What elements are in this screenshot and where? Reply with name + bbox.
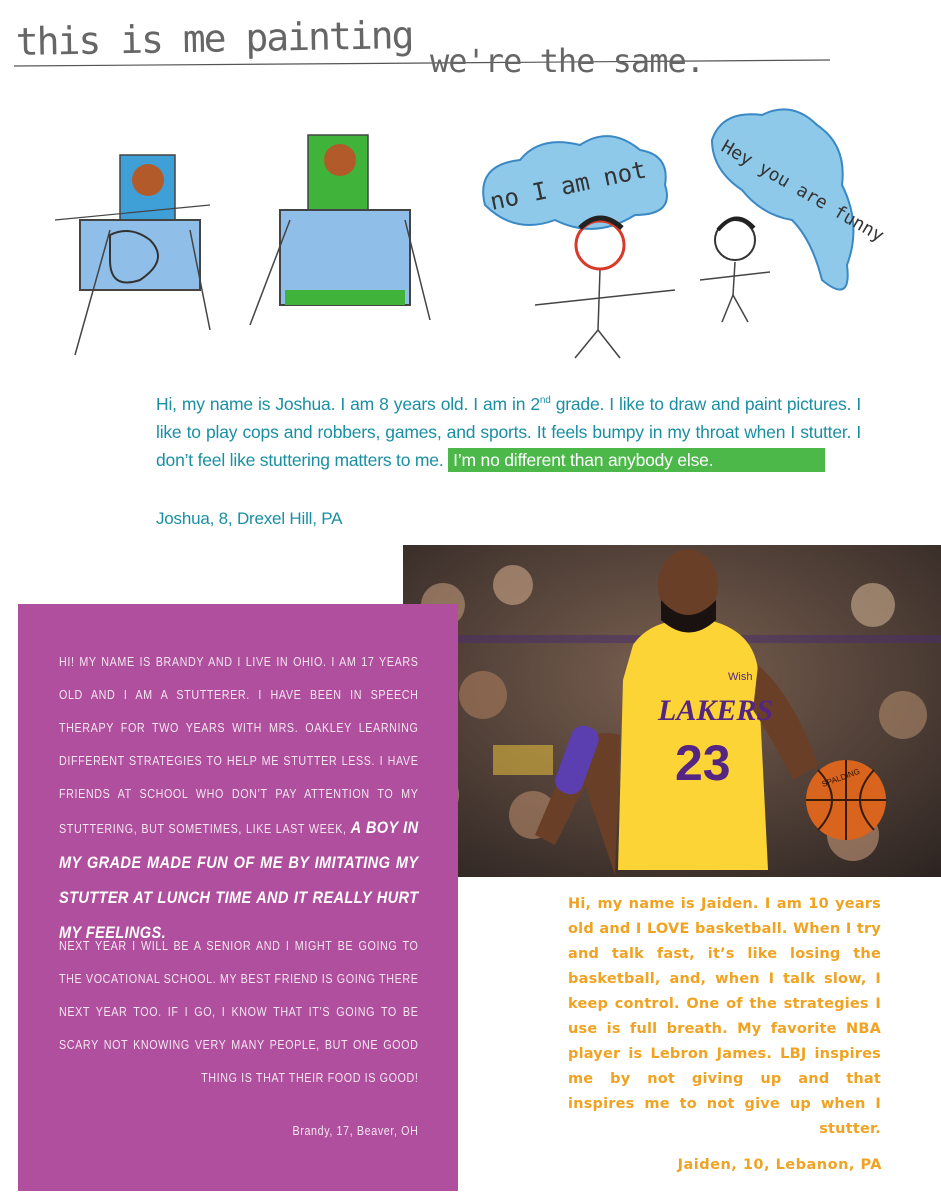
- easel-right: [250, 135, 430, 325]
- joshua-story: [156, 390, 861, 474]
- child-drawing: [0, 0, 941, 380]
- speech-right: Hey you are funny: [717, 136, 888, 247]
- jersey-number: 23: [675, 735, 731, 791]
- brandy-story-box: [18, 604, 458, 1191]
- easel-left: [55, 155, 210, 355]
- brandy-p1-text: HI! MY NAME IS BRANDY AND I LIVE IN OHIO. I AM 17 YEARS OLD AND I AM A STUTTERER. I HAVE BEEN IN SPEECH THERAPY FOR TWO YEARS WITH MRS. OAKLEY LEARNING DIFFERENT STRATEGIES TO HELP ME STUTTER LESS. I HAVE FRIENDS AT SCHOOL WHO DON’T PAY ATTENTION TO MY STUTTERING, BUT SOMETIMES, LIKE LAST WEEK,: [59, 655, 419, 836]
- jaiden-signature: Jaiden, 10, Lebanon, PA: [677, 1157, 882, 1173]
- speech-left: no I am not: [487, 155, 649, 216]
- brandy-signature: Brandy, 17, Beaver, OH: [292, 1124, 418, 1138]
- drawing-caption-right: we're the same.: [430, 42, 704, 80]
- drawing-caption-left: this is me painting: [15, 13, 413, 64]
- child-figure-right: [700, 109, 888, 322]
- joshua-text-part1: Hi, my name is Joshua. I am 8 years old. I am in 2: [156, 394, 540, 414]
- basketball: [806, 760, 886, 840]
- jaiden-story: Hi, my name is Jaiden. I am 10 years old and I LOVE basketball. When I try and talk fast, it’s like losing the basketball, and, when I talk slow, I keep control. One of the strategies I use is full breath. My favorite NBA player is Lebron James. LBJ inspires me by not giving up and that inspires me to not give up when I stutter.: [568, 896, 881, 1137]
- child-figure-left: [483, 136, 675, 358]
- basketball-player-photo: [403, 545, 941, 877]
- joshua-highlight: I’m no different than anybody else.: [448, 448, 825, 472]
- joshua-text-part2: grade. I like to draw and paint pictures. I like to play cops and robbers, games, and sports. It feels bumpy in my throat when I stutter. I don’t feel like stuttering matters to me.: [156, 394, 861, 470]
- joshua-text-sup: nd: [539, 395, 551, 407]
- ball-brand: SPALDING: [820, 766, 862, 789]
- brandy-paragraph-1: [59, 646, 418, 951]
- jersey-sponsor: Wish: [728, 671, 753, 683]
- joshua-signature: Joshua, 8, Drexel Hill, PA: [156, 509, 343, 528]
- brandy-p1-emphasis: A BOY IN MY GRADE MADE FUN OF ME BY IMITATING MY STUTTER AT LUNCH TIME AND IT REALLY HURT MY FEELINGS.: [59, 818, 419, 942]
- jersey-team: LAKERS: [658, 694, 774, 727]
- brandy-paragraph-2: NEXT YEAR I WILL BE A SENIOR AND I MIGHT BE GOING TO THE VOCATIONAL SCHOOL. MY BEST FRIEND IS GOING THERE NEXT YEAR TOO. IF I GO, I KNOW THAT IT’S GOING TO BE SCARY NOT KNOWING VERY MANY PEOPLE, BUT ONE GOOD THING IS THAT THEIR FOOD IS GOOD!: [59, 939, 419, 1085]
